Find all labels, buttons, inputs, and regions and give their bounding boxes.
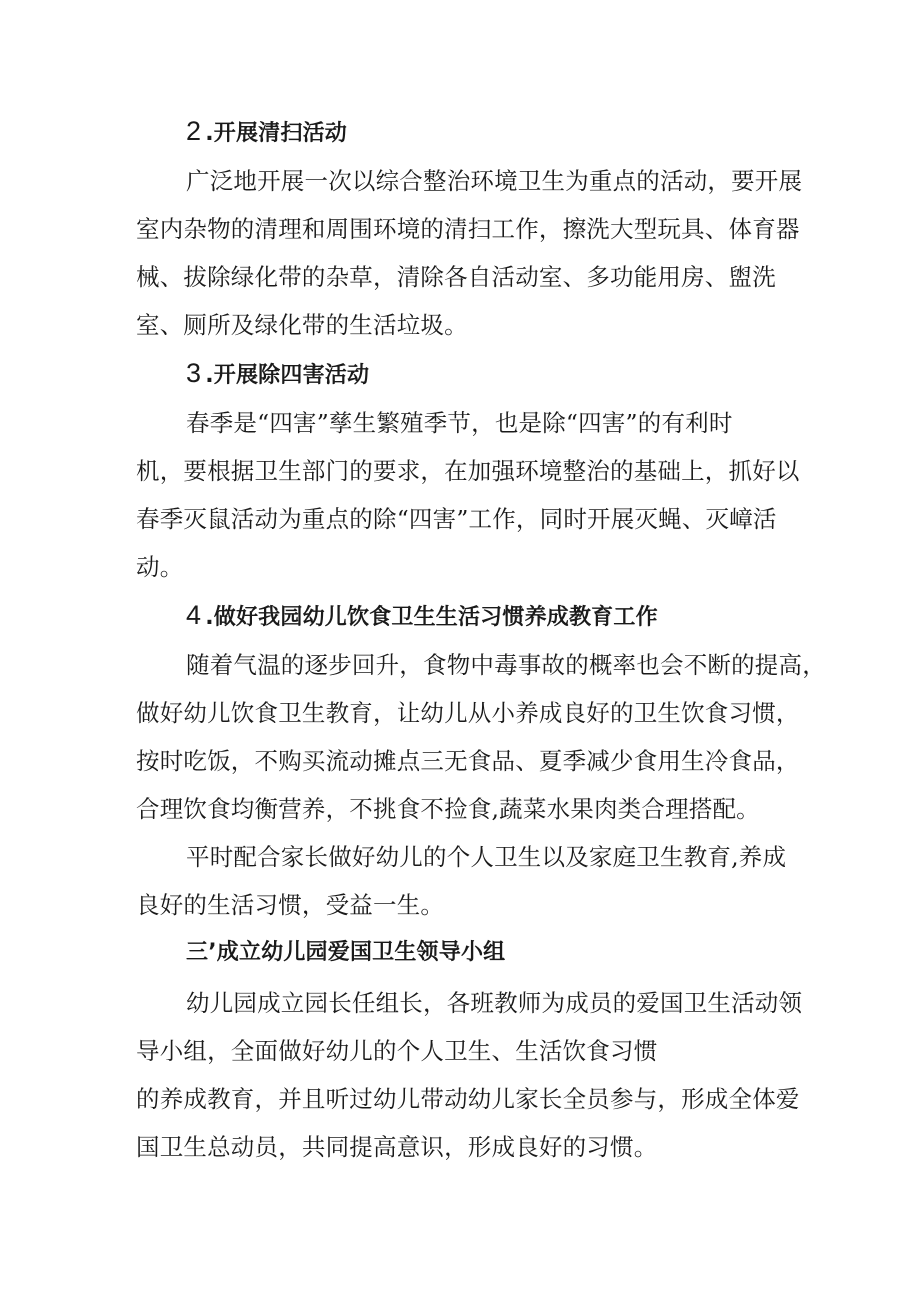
heading-number: 3: [186, 358, 202, 388]
paragraph-line: 械、拔除绿化带的杂草，清除各自活动室、多功能用房、盥洗: [136, 263, 776, 291]
section-heading-4: [186, 600, 658, 633]
heading-text: .开展除四害活动: [205, 363, 370, 388]
paragraph-line: 春季是“四害”孳生繁殖季节，也是除“四害”的有利时: [186, 409, 733, 437]
paragraph-line: 随着气温的逐步回升，食物中毒事故的概率也会不断的提高，: [186, 651, 826, 679]
paragraph-line: 动。: [136, 553, 184, 581]
heading-number: 4: [186, 600, 202, 630]
section-heading-3: [186, 358, 369, 391]
paragraph-line: 国卫生总动员，共同提高意识，形成良好的习惯。: [136, 1133, 658, 1161]
paragraph-line: 的养成教育，并且听过幼儿带动幼儿家长全员参与，形成全体爱: [136, 1085, 800, 1113]
paragraph-line: 做好幼儿饮食卫生教育，让幼儿从小养成良好的卫生饮食习惯，: [136, 699, 800, 727]
paragraph-line: 平时配合家长做好幼儿的个人卫生以及家庭卫生教育,养成: [186, 843, 787, 871]
paragraph-line: 室、厕所及绿化带的生活垃圾。: [136, 311, 468, 339]
paragraph-line: 按时吃饭，不购买流动摊点三无食品、夏季减少食用生冷食品，: [136, 747, 800, 775]
paragraph-line: 机，要根据卫生部门的要求，在加强环境整治的基础上，抓好以: [136, 457, 800, 485]
paragraph-line: 室内杂物的清理和周围环境的清扫工作，擦洗大型玩具、体育器: [136, 215, 800, 243]
paragraph-line: 春季灭鼠活动为重点的除“四害”工作，同时开展灭蝇、灭嶂活: [136, 505, 777, 533]
paragraph-line: 幼儿园成立园长任组长，各班教师为成员的爱国卫生活动领: [186, 989, 803, 1017]
paragraph-line: 良好的生活习惯，受益一生。: [136, 891, 445, 919]
paragraph-line: 导小组，全面做好幼儿的个人卫生、生活饮食习惯: [136, 1037, 658, 1065]
section-heading-2: [186, 116, 347, 149]
heading-text: .做好我园幼儿饮食卫生生活习惯养成教育工作: [205, 605, 658, 630]
heading-number: 2: [186, 116, 202, 146]
paragraph-line: 合理饮食均衡营养，不挑食不捡食,蔬菜水果肉类合理搭配。: [136, 795, 760, 823]
paragraph-line: 广泛地开展一次以综合整治环境卫生为重点的活动，要开展: [186, 167, 803, 195]
heading-text: .开展清扫活动: [205, 121, 347, 146]
section-heading-three: 三’成立幼儿园爱国卫生领导小组: [186, 940, 506, 965]
